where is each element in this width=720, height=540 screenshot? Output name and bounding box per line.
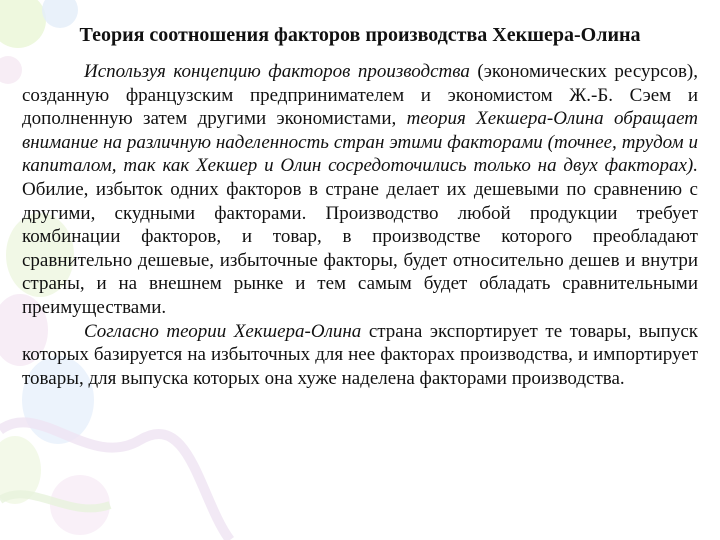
slide-content <box>22 18 698 390</box>
paragraph-2-italic-intro: Согласно теории Хекшера-Олина <box>84 320 362 342</box>
slide-title: Теория соотношения факторов производства Хекшера-Олина <box>79 24 641 46</box>
paragraph-1-italic-intro: Используя концепцию факторов производства <box>84 61 470 82</box>
slide-body <box>22 60 698 390</box>
paragraph-2 <box>22 320 698 391</box>
paragraph-1 <box>22 60 698 320</box>
paragraph-1-italic-main: теория Хекшера-Олина обращает внимание на различную наделенность стран этими факторами (точнее, трудом и капиталом, так как Хекшер и Олин сосредоточились только на двух факторах). <box>22 108 698 177</box>
paragraph-2-text: страна экспортирует те товары, выпуск которых базируется на избыточных для нее факторах производства, и импортирует товары, для выпуска которых она хуже наделена факторами производства. <box>22 320 698 389</box>
paragraph-1-text-1: (экономических ресурсов), созданную французским предпринимателем и экономистом Ж.-Б. Сэем и дополненную затем другими экономистами, <box>22 61 698 130</box>
paragraph-1-text-2: Обилие, избыток одних факторов в стране делает их дешевыми по сравнению с другими, скудными факторами. Производство любой продукции требует комбинации факторов, и товар, в производстве которого преобладают сравнительно дешевые, избыточные факторы, будет относительно дешев и внутри страны, и на внешнем рынке и тем самым будет обладать сравнительными преимуществами. <box>22 178 698 318</box>
